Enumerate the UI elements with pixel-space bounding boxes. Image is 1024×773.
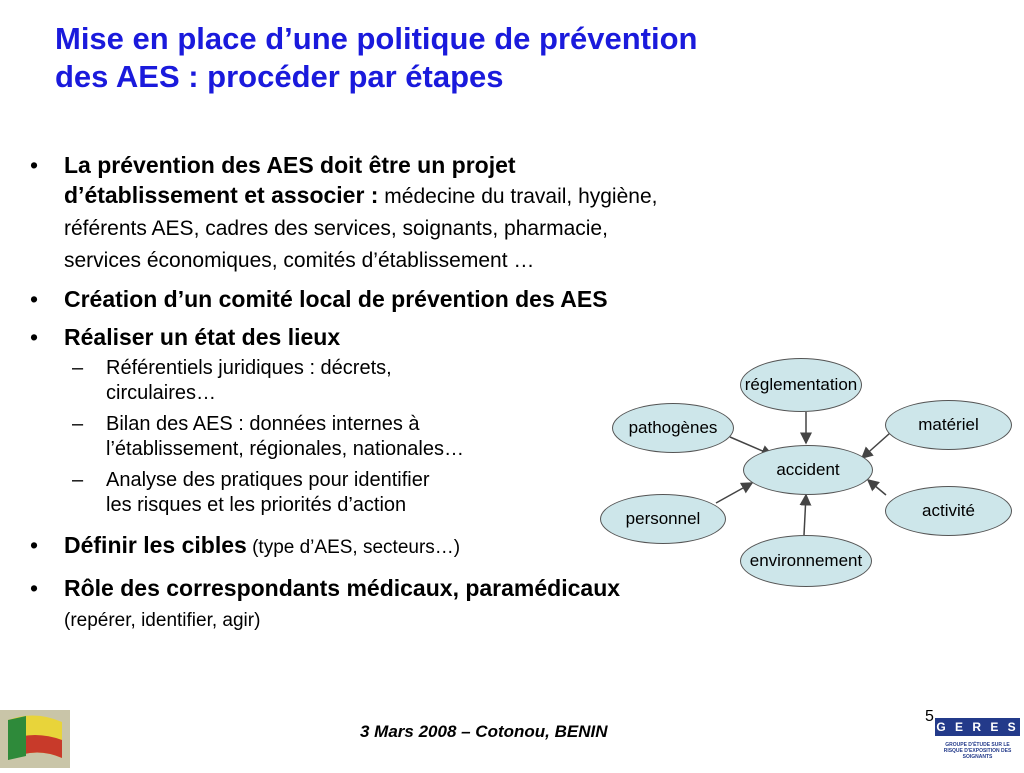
bullet-1-bold-1: La prévention des AES doit être un projet <box>64 152 516 178</box>
bullet-1-bold-2: d’établissement et associer : <box>64 182 379 208</box>
bullet-1-normal-4: services économiques, comités d’établissement … <box>64 249 535 272</box>
arrow-personnel <box>716 483 752 503</box>
bullet-3-text: Réaliser un état des lieux <box>64 324 341 350</box>
geres-logo <box>935 718 1020 768</box>
sub-2-line-2: l’établissement, régionales, nationales… <box>106 438 464 460</box>
bullet-1-normal-2: médecine du travail, hygiène, <box>378 185 658 208</box>
flag-icon <box>0 710 70 768</box>
geres-logo-subtext: GROUPE D'ÉTUDE SUR LE RISQUE D'EXPOSITION DES SOIGNANTS <box>943 742 1012 760</box>
bullet-dot-icon: • <box>30 152 39 178</box>
arrow-activite <box>868 480 886 495</box>
bullet-dot-icon: • <box>30 575 39 601</box>
dash-icon: – <box>72 469 84 491</box>
bullet-4-bold: Définir les cibles <box>64 532 247 558</box>
slide-title-line-1: Mise en place d’une politique de prévention <box>55 21 698 56</box>
sub-1-line-1: Référentiels juridiques : décrets, <box>106 357 392 379</box>
node-materiel: matériel <box>885 400 1012 450</box>
cause-diagram <box>590 355 900 590</box>
bullet-5-normal: (repérer, identifier, agir) <box>64 610 261 631</box>
footer-date-location: 3 Mars 2008 – Cotonou, BENIN <box>360 722 608 741</box>
node-activite: activité <box>885 486 1012 536</box>
bullet-etat-des-lieux <box>28 322 988 352</box>
bullet-prevention-project <box>28 150 988 276</box>
arrow-environnement <box>804 495 806 535</box>
sub-3-line-2: les risques et les priorités d’action <box>106 494 407 516</box>
sub-2-line-1: Bilan des AES : données internes à <box>106 413 420 435</box>
sub-1-line-2: circulaires… <box>106 382 217 404</box>
node-pathogenes: pathogènes <box>612 403 734 453</box>
node-personnel: personnel <box>600 494 726 544</box>
bullet-2-text: Création d’un comité local de prévention des AES <box>64 286 608 312</box>
benin-flag-image <box>0 710 70 768</box>
slide-title-line-2: des AES : procéder par étapes <box>55 59 504 94</box>
bullet-5-bold: Rôle des correspondants médicaux, paramédicaux <box>64 575 621 601</box>
node-reglementation: réglementation <box>740 358 862 412</box>
bullet-dot-icon: • <box>30 324 39 350</box>
bullet-comite <box>28 284 988 314</box>
dash-icon: – <box>72 357 84 379</box>
page-number: 5 <box>925 708 934 725</box>
geres-logo-text: G E R E S <box>936 720 1019 734</box>
dash-icon: – <box>72 413 84 435</box>
arrow-materiel <box>862 433 890 458</box>
slide-title <box>55 20 955 96</box>
sub-3-line-1: Analyse des pratiques pour identifier <box>106 469 430 491</box>
node-environnement: environnement <box>740 535 872 587</box>
bullet-4-normal: (type d’AES, secteurs…) <box>246 537 461 558</box>
bullet-1-normal-3: référents AES, cadres des services, soignants, pharmacie, <box>64 217 608 240</box>
bullet-dot-icon: • <box>30 286 39 312</box>
bullet-dot-icon: • <box>30 532 39 558</box>
node-accident: accident <box>743 445 873 495</box>
